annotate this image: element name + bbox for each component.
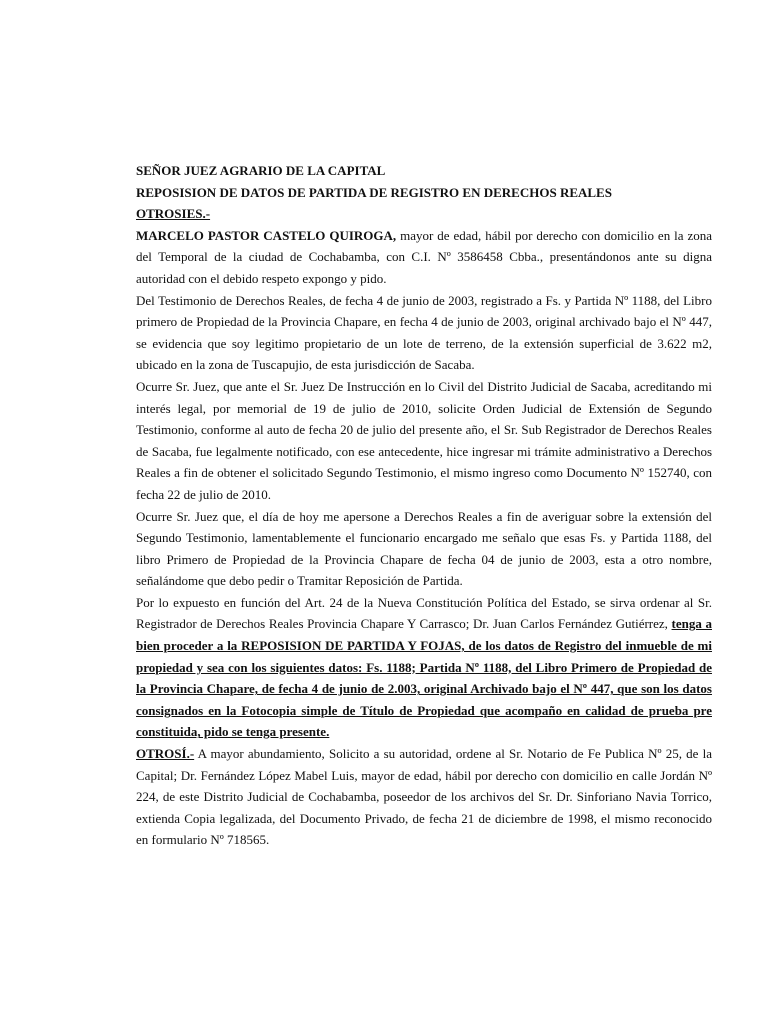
court-addressee: SEÑOR JUEZ AGRARIO DE LA CAPITAL xyxy=(136,163,386,178)
petition-intro-text: Por lo expuesto en función del Art. 24 de la Nueva Constitución Política del Estado, se sirva ordenar al Sr. Registrador de Derechos Reales Provincia Chapare Y Carrasco; Dr. Juan Carlos Fernández Gutiérrez, xyxy=(136,594,712,632)
otrosi-label: OTROSÍ.- xyxy=(136,746,195,762)
request-history-paragraph: Ocurre Sr. Juez, que ante el Sr. Juez De Instrucción en lo Civil del Distrito Judicial de Sacaba, acreditando mi interés legal, por memorial de 19 de julio de 2010, solicite Orden Judicial de Extensión de Segundo Testimonio, conforme al auto de fecha 20 de julio del presente año, el Sr. Sub Registrador de Derechos Reales de Sacaba, fue legalmente notificado, con ese antecedente, hice ingresar mi trámite administrativo a Derechos Reales a fin de obtener el solicitado Segundo Testimonio, el mismo ingreso como Documento Nº 152740, con fecha 22 de julio de 2010. xyxy=(136,378,712,502)
intro-text: mayor de edad, hábil por derecho con domicilio en la zona del Temporal de la ciudad de Cochabamba, con C.I. Nº 3586458 Cbba., presentándonos ante su digna autoridad con el debido respeto expongo y pido. xyxy=(136,227,712,286)
otrosies-heading xyxy=(136,203,712,225)
document-page xyxy=(136,160,712,851)
intro-paragraph xyxy=(136,225,712,290)
petition-request-text: tenga a bien proceder a la REPOSISION DE PARTIDA Y FOJAS, de los datos de Registro del inmueble de mi propiedad y sea con los siguientes datos: Fs. 1188; Partida Nº 1188, del Libro Primero de Propiedad de la Provincia Chapare, de fecha 4 de junio de 2.003, original Archivado bajo el Nº 447, que son los datos consignados en la Fotocopia simple de Título de Propiedad que acompaño en calidad de prueba pre constituida, pido se tenga presente. xyxy=(136,616,712,740)
otrosi-paragraph xyxy=(136,743,712,851)
petitioner-name: MARCELO PASTOR CASTELO QUIROGA, xyxy=(136,227,397,243)
document-subject: REPOSISION DE DATOS DE PARTIDA DE REGISTRO EN DERECHOS REALES xyxy=(136,184,612,200)
testimony-paragraph: Del Testimonio de Derechos Reales, de fecha 4 de junio de 2003, registrado a Fs. y Partida Nº 1188, del Libro primero de Propiedad de la Provincia Chapare, en fecha 4 de junio de 2003, original archivado bajo el Nº 447, se evidencia que soy legitimo propietario de un lote de terreno, de la extensión superficial de 3.622 m2, ubicado en la zona de Tuscapujio, de esta jurisdicción de Sacaba. xyxy=(136,292,712,373)
registry-issue-paragraph: Ocurre Sr. Juez que, el día de hoy me apersone a Derechos Reales a fin de averiguar sobre la extensión del Segundo Testimonio, lamentablemente el funcionario encargado me señalo que esas Fs. y Partida 1188, del libro Primero de Propiedad de la Provincia Chapare de fecha 04 de junio de 2003, esta a otro nombre, señalándome que debo pedir o Tramitar Reposición de Partida. xyxy=(136,508,712,589)
otrosi-text: A mayor abundamiento, Solicito a su autoridad, ordene al Sr. Notario de Fe Publica Nº 25, de la Capital; Dr. Fernández López Mabel Luis, mayor de edad, hábil por derecho con domicilio en calle Jordán Nº 224, de este Distrito Judicial de Cochabamba, poseedor de los archivos del Sr. Dr. Sinforiano Navia Torrico, extienda Copia legalizada, del Documento Privado, de fecha 21 de diciembre de 1998, el mismo reconocido en formulario Nº 718565. xyxy=(136,746,712,848)
otrosies-label: OTROSIES.- xyxy=(136,206,211,222)
petition-paragraph xyxy=(136,592,712,743)
